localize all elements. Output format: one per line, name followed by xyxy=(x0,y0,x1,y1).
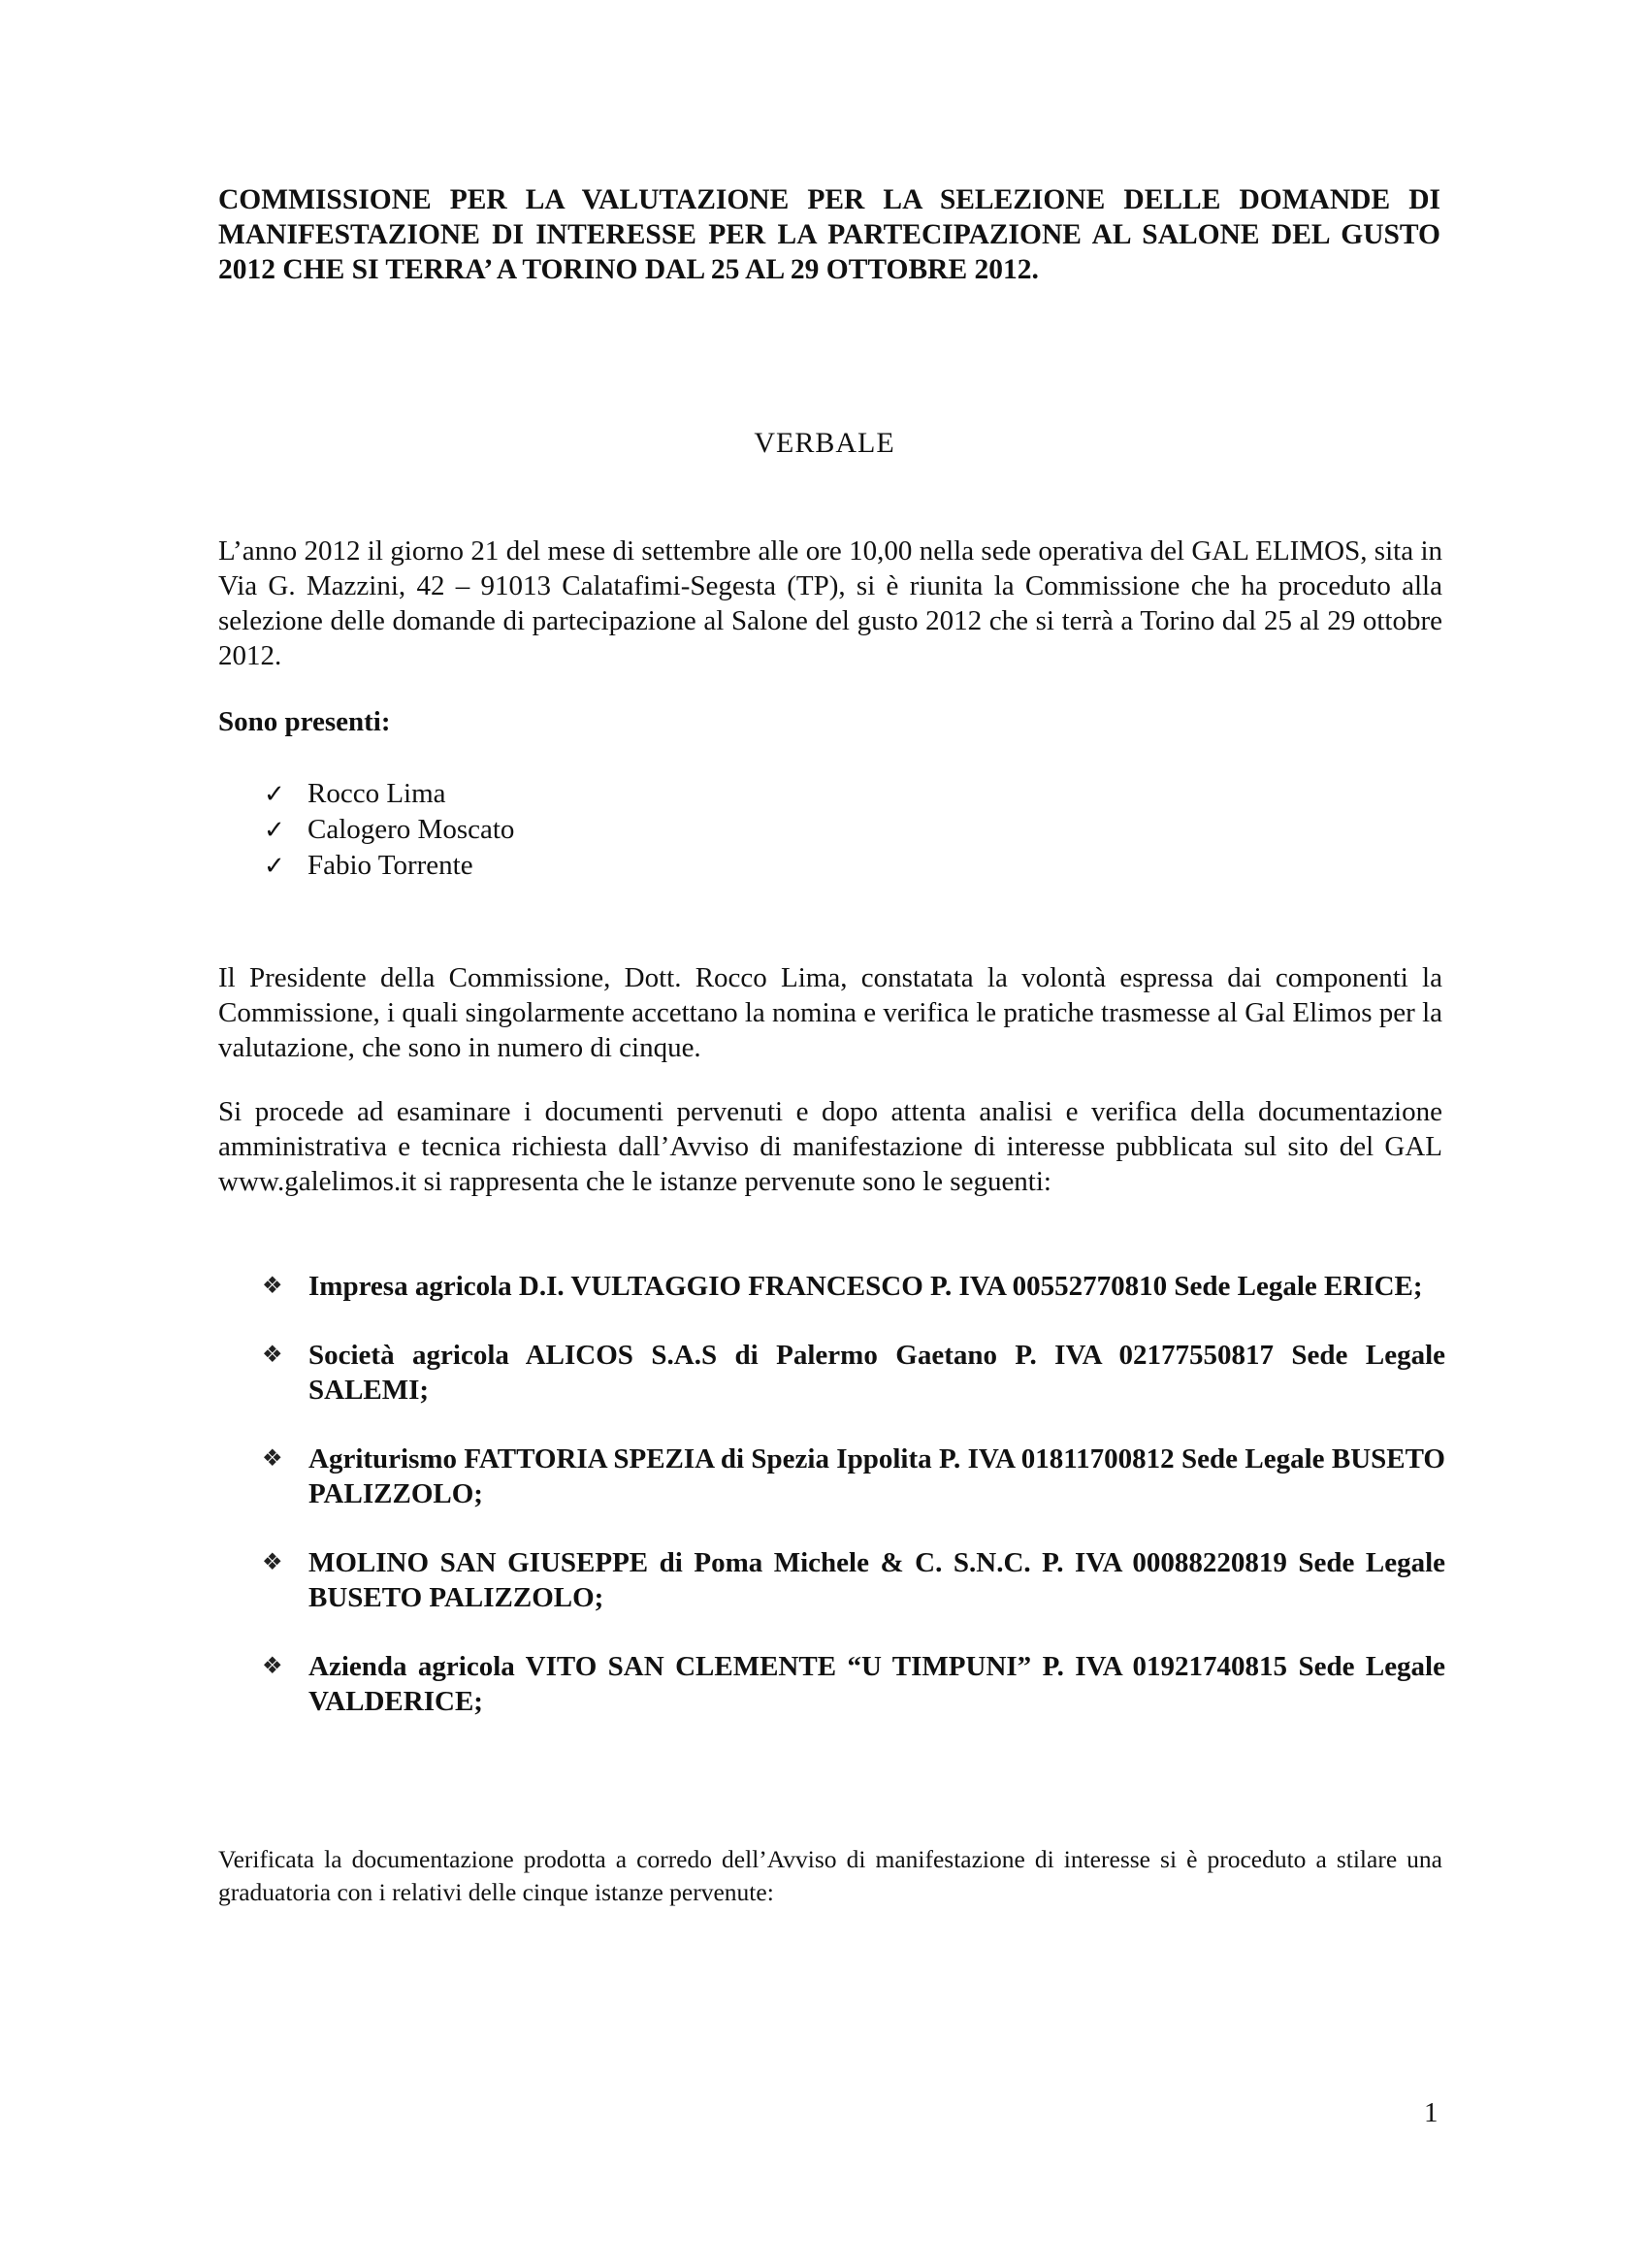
verification-paragraph: Verificata la documentazione prodotta a corredo dell’Avviso di manifestazione di interesse si è proceduto a stilare una graduatoria con i relativi delle cinque istanze pervenute: xyxy=(218,1845,1442,1906)
diamond-bullet-icon: ❖ xyxy=(262,1343,283,1368)
member-item xyxy=(264,812,514,848)
company-item xyxy=(262,1649,1445,1719)
diamond-bullet-icon: ❖ xyxy=(262,1550,283,1575)
member-name: Rocco Lima xyxy=(307,778,446,809)
member-item xyxy=(264,848,514,884)
company-text: Impresa agricola D.I. VULTAGGIO FRANCESCO P. IVA 00552770810 Sede Legale ERICE; xyxy=(308,1271,1423,1302)
page-number: 1 xyxy=(1424,2097,1439,2128)
companies-list xyxy=(262,1269,1445,1753)
check-icon: ✓ xyxy=(264,852,285,880)
check-icon: ✓ xyxy=(264,816,285,844)
company-item xyxy=(262,1338,1445,1408)
check-icon: ✓ xyxy=(264,780,285,808)
diamond-bullet-icon: ❖ xyxy=(262,1654,283,1679)
company-item xyxy=(262,1545,1445,1615)
member-name: Fabio Torrente xyxy=(307,850,473,881)
procedure-paragraph: Si procede ad esaminare i documenti pervenuti e dopo attenta analisi e verifica della documentazione amministrativa e tecnica richiesta dall’Avviso di manifestazione di interesse pubblicata sul sito del GAL www.galelimos.it si rappresenta che le istanze pervenute sono le seguenti: xyxy=(218,1096,1442,1197)
present-label: Sono presenti: xyxy=(218,706,391,737)
intro-paragraph: L’anno 2012 il giorno 21 del mese di settembre alle ore 10,00 nella sede operativa del GAL ELIMOS, sita in Via G. Mazzini, 42 – 91013 Calatafimi-Segesta (TP), si è riunita la Commissione che ha proceduto alla selezione delle domande di partecipazione al Salone del gusto 2012 che si terrà a Torino dal 25 al 29 ottobre 2012. xyxy=(218,535,1442,671)
diamond-bullet-icon: ❖ xyxy=(262,1274,283,1299)
company-text: Agriturismo FATTORIA SPEZIA di Spezia Ippolita P. IVA 01811700812 Sede Legale BUSETO PALIZZOLO; xyxy=(308,1443,1445,1509)
president-paragraph: Il Presidente della Commissione, Dott. Rocco Lima, constatata la volontà espressa dai componenti la Commissione, i quali singolarmente accettano la nomina e verifica le pratiche trasmesse al Gal Elimos per la valutazione, che sono in numero di cinque. xyxy=(218,962,1442,1063)
company-text: MOLINO SAN GIUSEPPE di Poma Michele & C. S.N.C. P. IVA 00088220819 Sede Legale BUSETO PALIZZOLO; xyxy=(308,1547,1445,1613)
company-item xyxy=(262,1442,1445,1511)
company-item xyxy=(262,1269,1445,1304)
diamond-bullet-icon: ❖ xyxy=(262,1446,283,1472)
member-name: Calogero Moscato xyxy=(307,814,515,845)
member-item xyxy=(264,776,514,812)
document-heading: VERBALE xyxy=(754,427,895,459)
document-title: COMMISSIONE PER LA VALUTAZIONE PER LA SELEZIONE DELLE DOMANDE DI MANIFESTAZIONE DI INTERESSE PER LA PARTECIPAZIONE AL SALONE DEL GUSTO 2012 CHE SI TERRA’ A TORINO DAL 25 AL 29 OTTOBRE 2012. xyxy=(218,184,1440,285)
company-text: Società agricola ALICOS S.A.S di Palermo Gaetano P. IVA 02177550817 Sede Legale SALEMI; xyxy=(308,1340,1445,1406)
company-text: Azienda agricola VITO SAN CLEMENTE “U TIMPUNI” P. IVA 01921740815 Sede Legale VALDERICE; xyxy=(308,1651,1445,1717)
members-list xyxy=(264,776,514,884)
